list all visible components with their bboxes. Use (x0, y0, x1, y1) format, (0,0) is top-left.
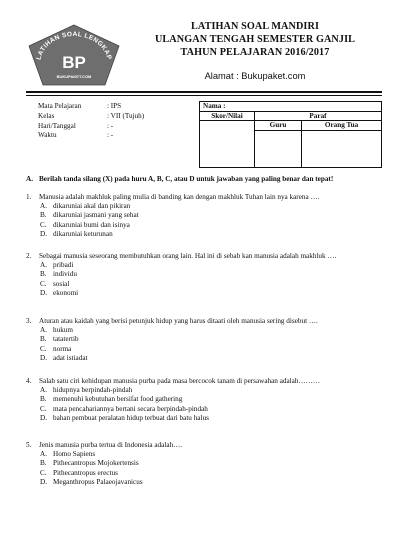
score-header: Skor/Nilai (200, 111, 255, 121)
option-c[interactable] (26, 345, 382, 354)
option-letter: A. (40, 326, 47, 335)
option-text: ekonomi (53, 288, 79, 297)
question-text: Jenis manusia purba tertua di Indonesia adalah…. (39, 441, 183, 449)
question-text: Salah satu ciri kehidupan manusia purba pada masa bercocok tanam di persawahan adalah……… (39, 377, 321, 385)
option-b[interactable] (26, 335, 382, 344)
option-letter: C. (40, 220, 47, 229)
option-a[interactable] (26, 450, 382, 459)
score-cell[interactable] (200, 121, 255, 168)
option-a[interactable] (26, 386, 382, 395)
option-letter: D. (40, 229, 47, 238)
header-rule-thin (26, 95, 382, 96)
option-d[interactable] (26, 230, 382, 239)
question-number: 1. (26, 193, 32, 201)
option-b[interactable] (26, 459, 382, 468)
option-letter: D. (40, 353, 47, 362)
logo-ring-text: LATIHAN SOAL LENGKAP (35, 30, 113, 61)
parent-signature-cell[interactable] (302, 130, 382, 167)
logo-initials: BP (62, 53, 86, 72)
question-1 (26, 193, 382, 239)
question-number: 4. (26, 377, 32, 385)
option-text: dikaruniai bumi dan isinya (53, 220, 130, 229)
info-row-subject (38, 102, 187, 112)
header-exam: ULANGAN TENGAH SEMESTER GANJIL (154, 34, 356, 45)
option-letter: A. (40, 386, 47, 395)
option-letter: D. (40, 288, 47, 297)
option-text: tatatertib (53, 335, 79, 344)
option-letter: C. (40, 279, 47, 288)
info-value: : VII (Tujuh) (107, 111, 145, 120)
option-text: memenuhi kebutuhan bersifat food gathering (53, 395, 183, 404)
option-letter: B. (40, 335, 47, 344)
question-4 (26, 377, 382, 423)
option-letter: A. (40, 261, 47, 270)
name-field[interactable]: Nama : (200, 102, 382, 112)
option-letter: A. (40, 450, 47, 459)
option-letter: A. (40, 202, 47, 211)
option-text: hukum (53, 326, 73, 335)
section-number: A. (26, 175, 33, 183)
question-5 (26, 441, 382, 487)
option-text: bahan pembuat peralatan hidup terbuat dari batu halus (53, 413, 209, 422)
info-label: Kelas (38, 111, 55, 120)
section-instruction (26, 175, 333, 183)
option-text: dikaruniai jasmani yang sehat (53, 211, 139, 220)
option-d[interactable] (26, 354, 382, 363)
grade-box (199, 101, 382, 168)
option-a[interactable] (26, 261, 382, 270)
info-row-date (38, 122, 187, 132)
option-letter: B. (40, 211, 47, 220)
option-text: hidupnya berpindah-pindah (53, 386, 133, 395)
option-c[interactable] (26, 280, 382, 289)
option-text: Pithecantropus erectus (53, 468, 118, 477)
option-text: Pithecantropus Mojokertensis (53, 459, 139, 468)
question-text: Aturan atau kaidah yang berisi petunjuk hidup yang harus ditaati oleh manusia sering disebut …. (39, 317, 318, 325)
option-letter: C. (40, 404, 47, 413)
option-text: dikaruniai keturunan (53, 229, 113, 238)
option-c[interactable] (26, 221, 382, 230)
option-letter: C. (40, 468, 47, 477)
option-d[interactable] (26, 478, 382, 487)
info-row-class (38, 112, 187, 122)
exam-info (38, 102, 187, 141)
teacher-signature-cell[interactable] (255, 130, 302, 167)
question-text: Manusia adalah makhluk paling mulia di banding kan dengan makhluk Tuhan lain nya karena …. (39, 193, 320, 201)
option-b[interactable] (26, 395, 382, 404)
option-letter: C. (40, 344, 47, 353)
info-value: : IPS (107, 102, 122, 110)
question-number: 2. (26, 252, 32, 260)
option-text: dikaruniai akal dan pikiran (53, 202, 131, 211)
info-value: : - (107, 131, 114, 140)
question-text: Sebagai manusia seseorang membutuhkan orang lain. Hal ini di sebab kan manusia adalah makhluk …. (39, 252, 337, 260)
question-number: 3. (26, 317, 32, 325)
option-c[interactable] (26, 405, 382, 414)
option-text: Meganthropus Palaeojavanicus (53, 477, 143, 486)
info-value: : - (107, 121, 114, 130)
option-text: Homo Sapiens (53, 450, 96, 459)
question-2 (26, 252, 382, 298)
option-text: adat istiadat (53, 353, 88, 362)
header-title: LATIHAN SOAL MANDIRI (190, 21, 320, 32)
option-letter: B. (40, 395, 47, 404)
logo-brand: BUKUPAKET.COM (56, 74, 92, 79)
info-row-time (38, 131, 187, 141)
option-text: pribadi (53, 261, 74, 270)
option-text: individu (53, 270, 77, 279)
option-text: norma (53, 344, 72, 353)
option-text: mata pencahariannya bertani secara berpindah-pindah (53, 404, 208, 413)
question-3 (26, 317, 382, 363)
option-b[interactable] (26, 270, 382, 279)
parent-header: Orang Tua (302, 121, 382, 131)
info-label: Hari/Tanggal (38, 121, 76, 130)
info-label: Mata Pelajaran (38, 102, 82, 110)
option-text: sosial (53, 279, 70, 288)
question-number: 5. (26, 441, 32, 449)
option-b[interactable] (26, 211, 382, 220)
option-c[interactable] (26, 469, 382, 478)
option-d[interactable] (26, 414, 382, 423)
option-letter: B. (40, 270, 47, 279)
info-label: Waktu (38, 131, 57, 140)
option-a[interactable] (26, 326, 382, 335)
option-letter: D. (40, 413, 47, 422)
instruction-text: Berilah tanda silang (X) pada huru A, B, C, atau D untuk jawaban yang paling benar dan tepat! (39, 175, 334, 183)
option-letter: B. (40, 459, 47, 468)
option-d[interactable] (26, 289, 382, 298)
option-letter: D. (40, 477, 47, 486)
header-rule-thick (26, 91, 382, 93)
header-address: Alamat : Bukupaket.com (204, 71, 306, 81)
header-year: TAHUN PELAJARAN 2016/2017 (180, 47, 330, 58)
option-a[interactable] (26, 202, 382, 211)
signature-header: Paraf (255, 111, 382, 121)
bukupaket-logo (28, 24, 120, 86)
teacher-header: Guru (255, 121, 302, 131)
